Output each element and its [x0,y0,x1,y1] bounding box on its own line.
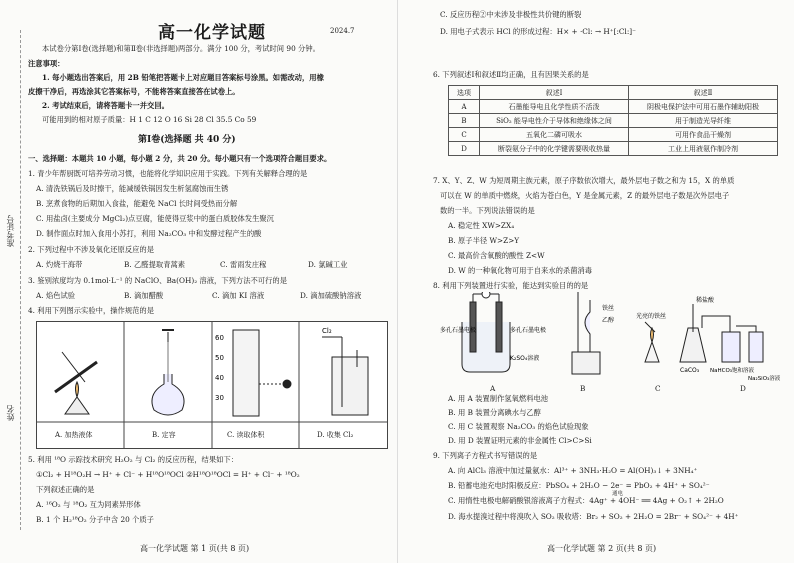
label-dilute-hcl: 稀盐酸 [696,297,715,304]
name-label: 姓名 [6,405,15,421]
q1-option-c: C. 用盐卤(主要成分 MgCl₂)点豆腐，能使得豆浆中的蛋白质胶体发生聚沉 [36,214,274,223]
q3-option-a: A. 焰色试验 [36,291,76,300]
q5-option-c: C. 反应历程②中未涉及非极性共价键的断裂 [440,10,582,19]
scale-30: 30 [215,394,224,402]
row-statement-1: 石墨能导电且化学性质不活泼 [480,100,629,114]
q3-option-c: C. 滴加 KI 溶液 [212,291,265,300]
exam-no-label: 准考证号 [6,215,15,247]
label-na2sio3: Na₂SiO₃溶液 [748,376,781,382]
label-shiny-iron-wire: 光亮的铁丝 [636,313,667,320]
row-statement-1: 断裂氨分子中的化学键需要吸收热量 [480,142,629,156]
note-1a: 1. 每小题选出答案后，用 2B 铅笔把答题卡上对应题目答案标号涂黑。如需改动，用橡 [42,73,324,82]
q7-option-b: B. 原子半径 W>Z>Y [448,236,520,245]
question-2: 2. 下列过程中不涉及氧化还原反应的是 [28,245,155,254]
section-title: 第Ⅰ卷(选择题 共 40 分) [138,135,236,145]
q5-option-d: D. 用电子式表示 HCl 的形成过程：H× + ·Cl: → H⁺[:Cl:]⁻ [440,27,636,36]
label-iron-wire: 铁丝 [602,305,615,312]
q5-option-b: B. 1 个 H₂¹⁸O₂ 分子中含 20 个质子 [36,515,154,524]
heating-apparatus [55,352,97,414]
q4-caption-b: B. 定容 [152,431,176,439]
q2-option-a: A. 灼烧干海带 [36,260,83,269]
label-k2so4: K₂SO₄溶液 [510,355,540,362]
q9-option-c: C. 用惰性电极电解硝酸银溶液离子方程式：4Ag⁺ + 4OH⁻ ══ 4Ag + O₂↑ + 2H₂O [448,496,724,505]
left-footer: 高一化学试题 第 1 页(共 8 页) [140,544,250,553]
q4-figure-panel [36,321,388,449]
label-ethanol: 乙醇 [602,317,615,324]
row-statement-2: 可用作食品干燥剂 [629,128,778,142]
q2-option-d: D. 氯碱工业 [308,260,348,269]
q8-option-b: B. 用 B 装置分离碘水与乙醇 [448,408,541,417]
q5-equations: ①Cl₂ + H¹⁸O₂H → H⁺ + Cl⁻ + H¹⁸O¹⁸OCl ②H¹⁸O¹⁸OCl = H⁺ + Cl⁻ + ¹⁸O₂ [36,470,300,479]
q8-option-c: C. 用 C 装置观察 Na₂CO₃ 的焰色试验现象 [448,422,589,431]
page-title: 高一化学试题 [158,23,266,43]
row-statement-2: 工业上用液氨作制冷剂 [629,142,778,156]
graduated-cylinder [233,330,291,416]
q4-caption-c: C. 读取体积 [227,431,265,439]
q3-option-b: B. 滴加醋酸 [124,291,164,300]
scale-40: 40 [215,374,224,382]
row-statement-1: 五氧化二磷可吸水 [480,128,629,142]
question-4: 4. 利用下列图示实验中，操作规范的是 [28,306,155,315]
q7-option-d: D. W 的一种氧化物可用于自来水的杀菌消毒 [448,266,593,275]
q9-option-a: A. 向 AlCl₃ 溶液中加过量氨水：Al³⁺ + 3NH₃·H₂O = Al(OH)₃↓ + 3NH₄⁺ [448,466,698,475]
header-statement-1: 叙述Ⅰ [480,86,629,100]
q3-option-d: D. 滴加硫酸钠溶液 [300,291,362,300]
q1-option-d: D. 制作面点时加入食用小苏打，利用 Na₂CO₃ 中和发酵过程产生的酸 [36,229,262,238]
question-5: 5. 利用 ¹⁸O 示踪技术研究 H₂O₂ 与 Cl₂ 的反应历程，结果如下： [28,455,239,464]
binding-line [20,30,21,530]
q8-option-a: A. 用 A 装置制作氢氧燃料电池 [448,394,549,403]
q8-caption-a: A [490,384,496,393]
header-option: 选项 [449,86,480,100]
volumetric-flask [152,330,184,415]
label-caco3: CaCO₃ [680,367,700,374]
gas-collection-bottle [322,337,368,415]
question-8: 8. 利用下列装置进行实验，能达到实验目的的是 [433,281,589,290]
q8-caption-c: C [655,384,661,393]
question-7-line-2: 可以在 W 的单质中燃烧，火焰为苍白色，Y 是金属元素，Z 的最外层电子数是次外层电子 [440,191,730,200]
q9-option-b: B. 铅蓄电池充电时阳极反应：PbSO₄ + 2H₂O − 2e⁻ = PbO₂ + 4H⁺ + SO₄²⁻ [448,481,710,490]
atomic-masses: 可能用到的相对原子质量：H 1 C 12 O 16 Si 28 Cl 35.5 Co 59 [42,115,257,124]
q9-option-c-condition: 通电 [612,491,624,497]
row-option: A [449,100,480,114]
q4-caption-a: A. 加热液体 [55,431,93,439]
row-option: D [449,142,480,156]
section-desc: 一、选择题：本题共 10 小题，每小题 2 分，共 20 分。每小题只有一个选项符合题目要求。 [28,154,332,163]
table-row [449,114,778,128]
note-1b: 皮擦干净后，再选涂其它答案标号，不能将答案直接答在试卷上。 [28,87,240,96]
row-statement-2: 阴极电保护法中可用石墨作辅助阳极 [629,100,778,114]
row-option: B [449,114,480,128]
intro: 本试卷分第Ⅰ卷(选择题)和第Ⅱ卷(非选择题)两部分。满分 100 分，考试时间 90 分钟。 [42,44,320,53]
q5-question: 下列叙述正确的是 [36,485,95,494]
question-6: 6. 下列叙述Ⅰ和叙述Ⅱ均正确，且有因果关系的是 [433,70,589,79]
question-7-line-1: 7. X、Y、Z、W 为短周期主族元素，原子序数依次增大，最外层电子数之和为 15，X 的单质 [433,176,735,185]
row-statement-2: 用于制造光导纤维 [629,114,778,128]
q8-caption-d: D [740,384,746,393]
row-option: C [449,128,480,142]
scale-50: 50 [215,354,224,362]
question-7-line-3: 数的一半。下列说法错误的是 [440,206,535,215]
label-porous-electrode-right: 多孔石墨电极 [510,327,547,334]
q7-option-a: A. 稳定性 XW>ZX₄ [448,221,515,230]
scale-60: 60 [215,334,224,342]
label-nahco3: NaHCO₃饱和溶液 [710,368,754,374]
right-footer: 高一化学试题 第 2 页(共 8 页) [547,544,657,553]
table-row [449,128,778,142]
table-row [449,142,778,156]
row-statement-1: SiO₂ 能导电性介于导体和绝缘体之间 [480,114,629,128]
q4-caption-d: D. 收集 Cl₂ [317,431,354,439]
exam-date: 2024.7 [330,27,355,35]
flame-test-apparatus [645,322,659,362]
note-2: 2. 考试结束后，请将答题卡一并交回。 [42,101,169,110]
label-porous-electrode-left: 多孔石墨电极 [440,327,477,334]
q6-table [448,85,778,156]
notes-title: 注意事项： [28,59,65,68]
table-header-row [449,86,778,100]
question-1: 1. 青少年帮厨既可培养劳动习惯，也能将化学知识应用于实践。下列有关解释合理的是 [28,169,308,178]
q2-option-c: C. 雷雨发庄稼 [220,260,267,269]
gas-generation-apparatus [680,304,763,362]
separatory-funnel [572,292,600,374]
q9-option-d: D. 海水提溴过程中将溴吹入 SO₂ 吸收塔：Br₂ + SO₂ + 2H₂O = 2Br⁻ + SO₄²⁻ + 4H⁺ [448,512,739,521]
table-row [449,100,778,114]
q1-option-b: B. 烹煮食物的后期加入食盐，能避免 NaCl 长时间受热而分解 [36,199,238,208]
header-statement-2: 叙述Ⅱ [629,86,778,100]
question-9: 9. 下列离子方程式书写错误的是 [433,451,538,460]
q2-option-b: B. 乙醛提取青蒿素 [124,260,186,269]
q7-option-c: C. 最高价含氧酸的酸性 Z<W [448,251,545,260]
q8-option-d: D. 用 D 装置证明元素的非金属性 Cl>C>Si [448,436,592,445]
q8-apparatus-figure [440,292,785,384]
cl2-label: Cl₂ [322,327,332,335]
question-3: 3. 鉴别浓度均为 0.1mol·L⁻¹ 的 NaClO、Ba(OH)₂ 溶液，下列方法不可行的是 [28,276,287,285]
q8-caption-b: B [580,384,586,393]
q1-option-a: A. 清洗铁锅后及时擦干，能减缓铁锅因发生析氢腐蚀而生锈 [36,184,229,193]
q5-option-a: A. ¹⁶O₂ 与 ¹⁸O₂ 互为同素异形体 [36,500,141,509]
